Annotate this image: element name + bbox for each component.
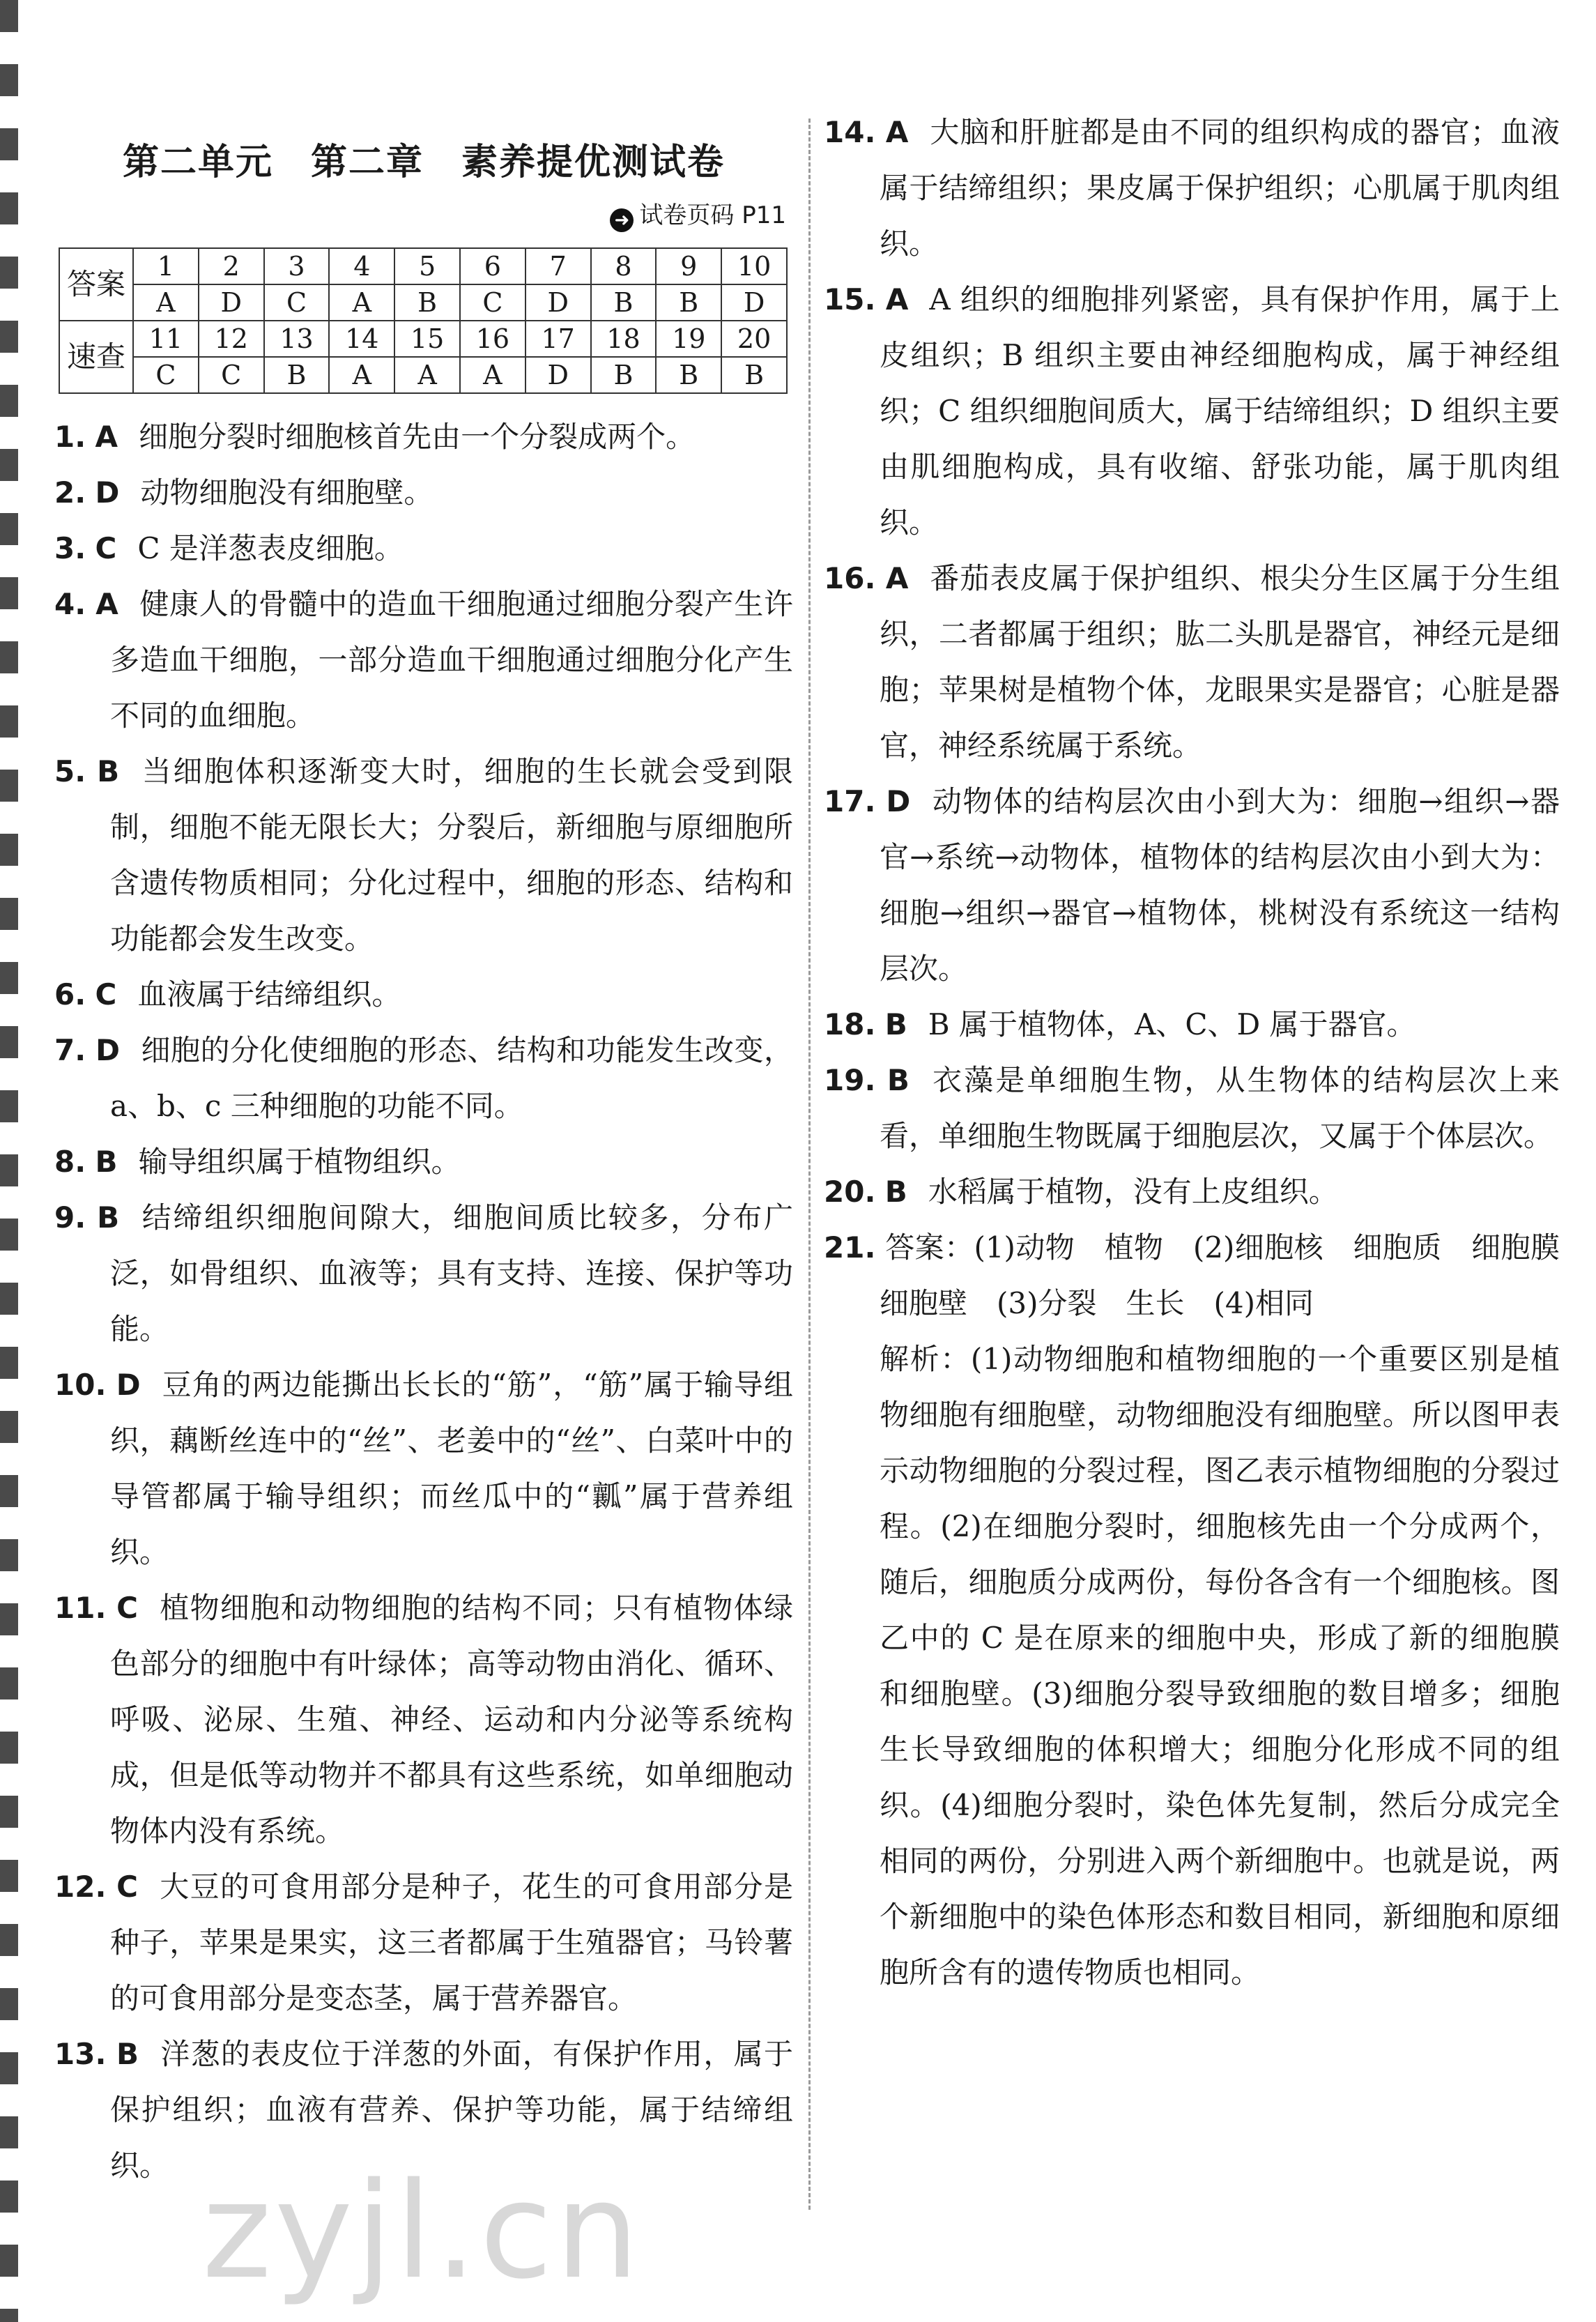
answer-item-11 — [54, 1580, 793, 1859]
answer-table — [59, 247, 788, 394]
item-number: 19. — [824, 1063, 876, 1097]
page-title: 第二单元 第二章 素养提优测试卷 — [122, 142, 725, 183]
item-number: 3. — [54, 531, 86, 565]
watermark: zyjl.cn — [202, 2154, 643, 2308]
item-answer: B — [97, 1200, 120, 1235]
item-answer: D — [886, 784, 911, 818]
page-reference — [54, 196, 786, 232]
item-answer: C — [116, 1591, 138, 1625]
item-number: 6. — [54, 977, 86, 1011]
column-divider — [808, 119, 811, 2210]
item-explanation: A 组织的细胞排列紧密，具有保护作用，属于上皮组织；B 组织主要由神经细胞构成，属于神经组织；C 组织细胞间质大，属于结缔组织；D 组织主要由肌细胞构成，具有收缩、舒张功能，属于肌肉组织。 — [880, 282, 1560, 540]
item-number: 7. — [54, 1033, 86, 1067]
answer-item-8 — [54, 1134, 793, 1190]
item-answer: B — [97, 754, 120, 788]
num-cell: 5 — [394, 248, 460, 284]
num-cell: 9 — [656, 248, 721, 284]
answer-item-18 — [824, 997, 1560, 1053]
answer-cell: B — [394, 284, 460, 321]
answer-item-6 — [54, 967, 793, 1023]
answer-cell: B — [721, 357, 787, 393]
answer-item-1 — [54, 409, 793, 465]
num-cell: 10 — [721, 248, 787, 284]
item-explanation: 当细胞体积逐渐变大时，细胞的生长就会受到限制，细胞不能无限长大；分裂后，新细胞与原细胞所含遗传物质相同；分化过程中，细胞的形态、结构和功能都会发生改变。 — [110, 754, 793, 956]
item-number: 18. — [824, 1007, 876, 1041]
binding-strip — [0, 0, 18, 2322]
item-answer: D — [116, 1368, 141, 1402]
answer-cell: D — [525, 284, 591, 321]
item-answer: C — [95, 977, 117, 1011]
answer-cell: D — [199, 284, 264, 321]
answer-cell: C — [460, 284, 525, 321]
page-reference-text: 试卷页码 P11 — [639, 201, 786, 229]
item-explanation: 洋葱的表皮位于洋葱的外面，有保护作用，属于保护组织；血液有营养、保护等功能，属于结缔组织。 — [110, 2037, 793, 2183]
answer-cell: B — [264, 357, 330, 393]
item-number: 17. — [824, 784, 876, 818]
item-number: 13. — [54, 2037, 107, 2071]
item-number: 4. — [54, 587, 86, 621]
answer-table-label-bottom: 速查 — [59, 321, 133, 393]
item-explanation: 血液属于结缔组织。 — [137, 977, 401, 1011]
item-answer: D — [95, 475, 120, 510]
item-explanation: 大豆的可食用部分是种子，花生的可食用部分是种子，苹果是果实，这三者都属于生殖器官；马铃薯的可食用部分是变态茎，属于营养器官。 — [110, 1870, 793, 2015]
item-explanation: 动物细胞没有细胞壁。 — [140, 475, 433, 510]
item-number: 15. — [824, 282, 876, 316]
answer-cell: A — [133, 284, 199, 321]
item-explanation: 结缔组织细胞间隙大，细胞间质比较多，分布广泛，如骨组织、血液等；具有支持、连接、保护等功能。 — [110, 1200, 793, 1346]
item-number: 9. — [54, 1200, 86, 1235]
item-explanation: 动物体的结构层次由小到大为：细胞→组织→器官→系统→动物体，植物体的结构层次由小到大为：细胞→组织→器官→植物体，桃树没有系统这一结构层次。 — [880, 784, 1560, 986]
item-number: 2. — [54, 475, 86, 510]
item-explanation: 衣藻是单细胞生物，从生物体的结构层次上来看，单细胞生物既属于细胞层次，又属于个体层次。 — [880, 1063, 1560, 1153]
item-number: 1. — [54, 420, 86, 454]
answer-item-2 — [54, 465, 793, 521]
num-cell: 7 — [525, 248, 591, 284]
answer-item-12 — [54, 1859, 793, 2026]
num-cell: 13 — [264, 321, 330, 357]
answer-item-15 — [824, 272, 1560, 551]
answer-item-16 — [824, 551, 1560, 774]
num-cell: 16 — [460, 321, 525, 357]
item-number: 20. — [824, 1175, 876, 1209]
num-cell: 14 — [329, 321, 394, 357]
answer-item-20 — [824, 1164, 1560, 1220]
analysis-text: 解析：(1)动物细胞和植物细胞的一个重要区别是植物细胞有细胞壁，动物细胞没有细胞壁。所以图甲表示动物细胞的分裂过程，图乙表示植物细胞的分裂过程。(2)在细胞分裂时，细胞核先由一个分成两个，随后，细胞质分成两份，每份各含有一个细胞核。图乙中的 C 是在原来的细胞中央，形成了新的细胞膜和细胞壁。(3)细胞分裂导致细胞的数目增多；细胞生长导致细胞的体积增大；细胞分化形成不同的组织。(4)细胞分裂时，染色体先复制，然后分成完全相同的两份，分别进入两个新细胞中。也就是说，两个新细胞中的染色体形态和数目相同，新细胞和原细胞所含有的遗传物质也相同。 — [880, 1342, 1560, 1989]
answer-item-4 — [54, 576, 793, 744]
answer-cell: A — [329, 284, 394, 321]
answer-item-21 — [824, 1220, 1590, 1331]
answer-cell: D — [721, 284, 787, 321]
item-answer: A — [885, 561, 909, 595]
item-explanation: 植物细胞和动物细胞的结构不同；只有植物体绿色部分的细胞中有叶绿体；高等动物由消化、循环、呼吸、泌尿、生殖、神经、运动和内分泌等系统构成，但是低等动物并不都具有这些系统，如单细胞动物体内没有系统。 — [110, 1591, 793, 1848]
num-cell: 8 — [591, 248, 657, 284]
answer-cell: B — [591, 357, 657, 393]
answer-table-label-top: 答案 — [59, 248, 133, 321]
item-answer: C — [116, 1870, 138, 1904]
num-cell: 2 — [199, 248, 264, 284]
item-explanation: 细胞分裂时细胞核首先由一个分裂成两个。 — [139, 420, 696, 454]
answer-cell: D — [525, 357, 591, 393]
item-answer: B — [884, 1175, 907, 1209]
item-number: 8. — [54, 1145, 86, 1179]
item-number: 11. — [54, 1591, 107, 1625]
item-answer: A — [95, 420, 118, 454]
item-answer: B — [95, 1145, 118, 1179]
item-explanation: 大脑和肝脏都是由不同的组织构成的器官；血液属于结缔组织；果皮属于保护组织；心肌属于肌肉组织。 — [880, 115, 1560, 261]
num-cell: 19 — [656, 321, 721, 357]
item-explanation: C 是洋葱表皮细胞。 — [137, 531, 404, 565]
item-explanation: 细胞的分化使细胞的形态、结构和功能发生改变，a、b、c 三种细胞的功能不同。 — [110, 1033, 793, 1123]
answer-item-9 — [54, 1190, 793, 1357]
answer-item-14 — [824, 105, 1560, 272]
answer-cell: C — [133, 357, 199, 393]
answer-cell: C — [199, 357, 264, 393]
item-answer: B — [116, 2037, 139, 2071]
item-explanation: 番茄表皮属于保护组织、根尖分生区属于分生组织，二者都属于组织；肱二头肌是器官，神经元是细胞；苹果树是植物个体，龙眼果实是器官；心脏是器官，神经系统属于系统。 — [880, 561, 1560, 763]
answer-item-7 — [54, 1023, 793, 1134]
answer-item-19 — [824, 1053, 1560, 1164]
answer-item-3 — [54, 521, 793, 576]
item-explanation: 水稻属于植物，没有上皮组织。 — [928, 1175, 1338, 1209]
item-answer: B — [887, 1063, 910, 1097]
item-number: 14. — [824, 115, 876, 149]
num-cell: 15 — [394, 321, 460, 357]
item-answer: B — [884, 1007, 907, 1041]
answer-cell: B — [656, 357, 721, 393]
item-answer: D — [95, 1033, 120, 1067]
left-column — [54, 105, 793, 2194]
num-cell: 18 — [591, 321, 657, 357]
answer-cell: C — [264, 284, 330, 321]
num-cell: 17 — [525, 321, 591, 357]
item-answer: A — [885, 282, 909, 316]
answer-cell: A — [460, 357, 525, 393]
num-cell: 12 — [199, 321, 264, 357]
item-explanation: 豆角的两边能撕出长长的“筋”，“筋”属于输导组织，藕断丝连中的“丝”、老姜中的“丝”、白菜叶中的导管都属于输导组织；而丝瓜中的“瓤”属于营养组织。 — [110, 1368, 794, 1569]
item-number: 16. — [824, 561, 876, 595]
item-number: 10. — [54, 1368, 107, 1402]
arrow-icon: ➜ — [610, 208, 634, 232]
item-number: 12. — [54, 1870, 107, 1904]
answer-cell: A — [329, 357, 394, 393]
answer-cell: A — [394, 357, 460, 393]
item-explanation: 健康人的骨髓中的造血干细胞通过细胞分裂产生许多造血干细胞，一部分造血干细胞通过细胞分化产生不同的血细胞。 — [110, 587, 793, 733]
answer-item-10 — [54, 1357, 793, 1580]
item-answer: A — [95, 587, 118, 621]
item-explanation: 答案：(1)动物 植物 (2)细胞核 细胞质 细胞膜 细胞壁 (3)分裂 生长 (4)相同 — [880, 1230, 1590, 1320]
answer-item-17 — [824, 774, 1560, 997]
num-cell: 6 — [460, 248, 525, 284]
item-number: 21. — [824, 1230, 876, 1265]
num-cell: 1 — [133, 248, 199, 284]
item-answer: C — [95, 531, 117, 565]
answer-item-5 — [54, 744, 793, 967]
answer-cell: B — [591, 284, 657, 321]
item-number: 5. — [54, 754, 86, 788]
num-cell: 20 — [721, 321, 787, 357]
item-explanation: B 属于植物体，A、C、D 属于器官。 — [928, 1007, 1416, 1041]
num-cell: 11 — [133, 321, 199, 357]
num-cell: 4 — [329, 248, 394, 284]
item-explanation: 输导组织属于植物组织。 — [138, 1145, 461, 1179]
item-answer: A — [885, 115, 909, 149]
right-column — [824, 105, 1590, 2001]
num-cell: 3 — [264, 248, 330, 284]
answer-cell: B — [656, 284, 721, 321]
